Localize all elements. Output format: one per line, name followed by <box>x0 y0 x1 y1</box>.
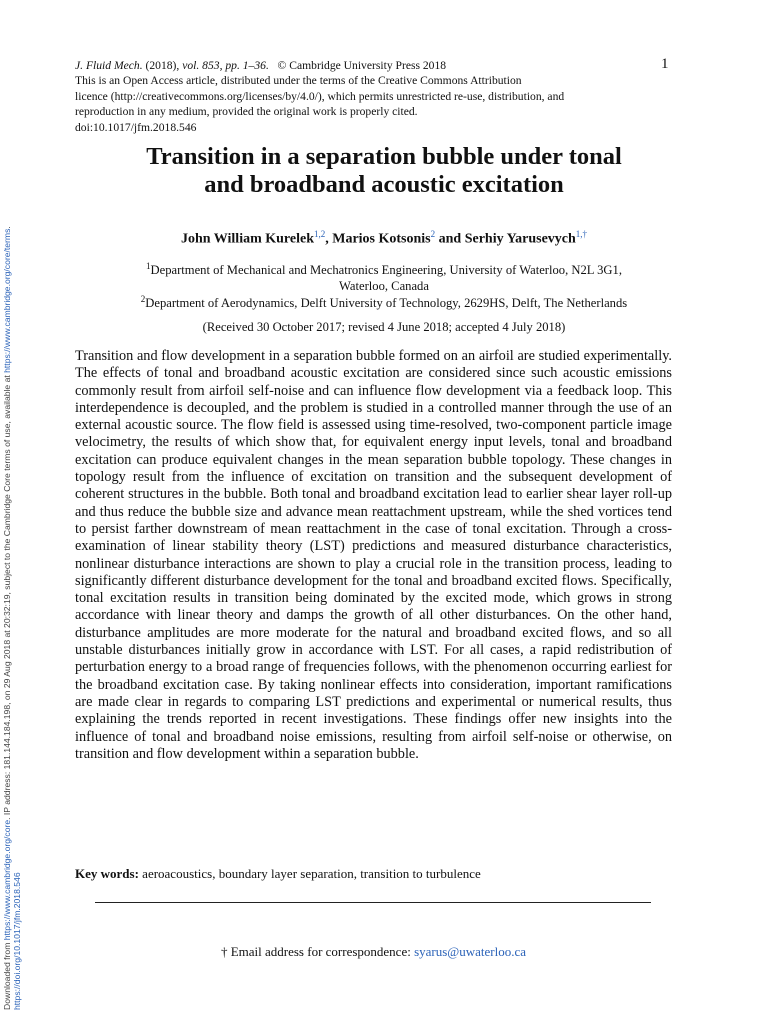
email-link[interactable]: syarus@uwaterloo.ca <box>414 944 527 959</box>
author-and: and <box>435 231 465 247</box>
affiliation-1 <box>60 258 708 294</box>
title-line: Transition in a separation bubble under tonal <box>146 143 622 170</box>
affiliation-text-cont: Waterloo, Canada <box>339 279 429 294</box>
author-affil-mark[interactable]: 1,† <box>575 229 588 239</box>
footnote-label: Email address for correspondence: <box>230 944 415 959</box>
copyright: © Cambridge University Press 2018 <box>277 59 447 72</box>
journal-name: J. Fluid Mech. <box>75 59 143 72</box>
keywords <box>75 866 672 882</box>
download-notice <box>2 140 20 1010</box>
journal-year: (2018), <box>142 59 183 72</box>
journal-header <box>75 58 675 135</box>
footnote-divider <box>95 902 651 903</box>
cambridge-core-link[interactable]: https://www.cambridge.org/core <box>2 819 12 941</box>
keywords-list: aeroacoustics, boundary layer separation, transition to turbulence <box>138 866 481 881</box>
keywords-label: Key words: <box>75 866 139 881</box>
author-name: Serhiy Yarusevych <box>464 231 576 247</box>
license-line: reproduction in any medium, provided the original work is properly cited. <box>75 105 418 119</box>
title-line: and broadband acoustic excitation <box>204 171 564 198</box>
author-list <box>60 229 708 248</box>
download-prefix: Downloaded from <box>2 940 12 1010</box>
affiliation-mark: 1 <box>146 261 151 271</box>
affiliation-text: Department of Mechanical and Mechatronics Engineering, University of Waterloo, N2L 3G1, <box>150 263 622 278</box>
citation-line <box>75 58 675 73</box>
download-details: . IP address: 181.144.184.198, on 29 Aug 2018 at 20:32:19, subject to the Cambridge Core terms of use, available at <box>2 372 12 820</box>
affiliation-text: Department of Aerodynamics, Delft University of Technology, 2629HS, Delft, The Netherlands <box>145 296 628 311</box>
affiliation-mark: 2 <box>140 294 146 304</box>
page-number: 1 <box>661 56 669 72</box>
download-suffix: . <box>2 226 12 229</box>
article-doi: doi:10.1017/jfm.2018.546 <box>75 120 197 134</box>
correspondence-footnote <box>75 944 672 960</box>
journal-volume: vol. 853, <box>182 59 223 72</box>
doi-link[interactable]: https://doi.org/10.1017/jfm.2018.546 <box>12 872 22 1010</box>
paper-title <box>60 143 708 199</box>
terms-link[interactable]: https://www.cambridge.org/core/terms <box>2 228 12 373</box>
license-line: licence (http://creativecommons.org/licenses/by/4.0/), which permits unrestricted re-use, distribution, and <box>75 89 565 103</box>
author-affil-mark[interactable]: 2 <box>430 229 436 239</box>
received-dates: (Received 30 October 2017; revised 4 June 2018; accepted 4 July 2018) <box>202 320 566 334</box>
author-separator: , <box>325 231 333 247</box>
journal-pages: pp. 1–36. <box>222 59 269 72</box>
license-line: This is an Open Access article, distributed under the terms of the Creative Commons Attribution <box>75 74 522 88</box>
author-name: Marios Kotsonis <box>332 231 431 247</box>
affiliation-2 <box>60 291 708 311</box>
author-affil-mark[interactable]: 1,2 <box>313 229 326 239</box>
abstract: Transition and flow development in a separation bubble formed on an airfoil are studied experimentally. The effects of tonal and broadband acoustic excitation are considered since such acoustic emissions commonly result from airfoil self-noise and can influence flow development via a feedback loop. This interdependence is decoupled, and the problem is studied in a controlled manner through the use of an external acoustic source. The flow field is assessed using time-resolved, two-component particle image velocimetry, the results of which show that, for equivalent energy input levels, tonal and broadband excitation can produce equivalent changes in the mean separation bubble topology. These changes in topology result from the influence of excitation on transition and the subsequent development of coherent structures in the bubble. Both tonal and broadband excitation lead to earlier shear layer roll-up and thus reduce the bubble size and advance mean reattachment upstream, while the shed vortices tend to persist farther downstream of mean reattachment in the case of tonal excitation. Through a cross-examination of linear stability theory (LST) predictions and measured disturbance characteristics, nonlinear disturbance interactions are shown to play a crucial role in the transition process, leading to significantly different disturbance development for the tonal and broadband excited flows. Specifically, tonal excitation results in transition being dominated by the excited mode, which grows in strong accordance with linear theory and damps the growth of all other disturbances. On the other hand, disturbance amplitudes are more moderate for the natural and broadband excited flows, and so all unstable disturbances initially grow in accordance with LST. For all cases, a rapid redistribution of perturbation energy to a broad range of frequencies follows, with the phenomenon occurring earliest for the broadband excitation case. By taking nonlinear effects into consideration, important ramifications are made clear in regards to comparing LST predictions and experimental or numerical results, thus explaining the trends reported in recent investigations. These findings offer new insights into the influence of tonal and broadband noise emissions, resulting from airfoil self-noise or otherwise, on transition and flow development within a separation bubble. <box>75 348 672 762</box>
author-name: John William Kurelek <box>180 231 314 247</box>
dagger-mark: † <box>220 944 231 959</box>
